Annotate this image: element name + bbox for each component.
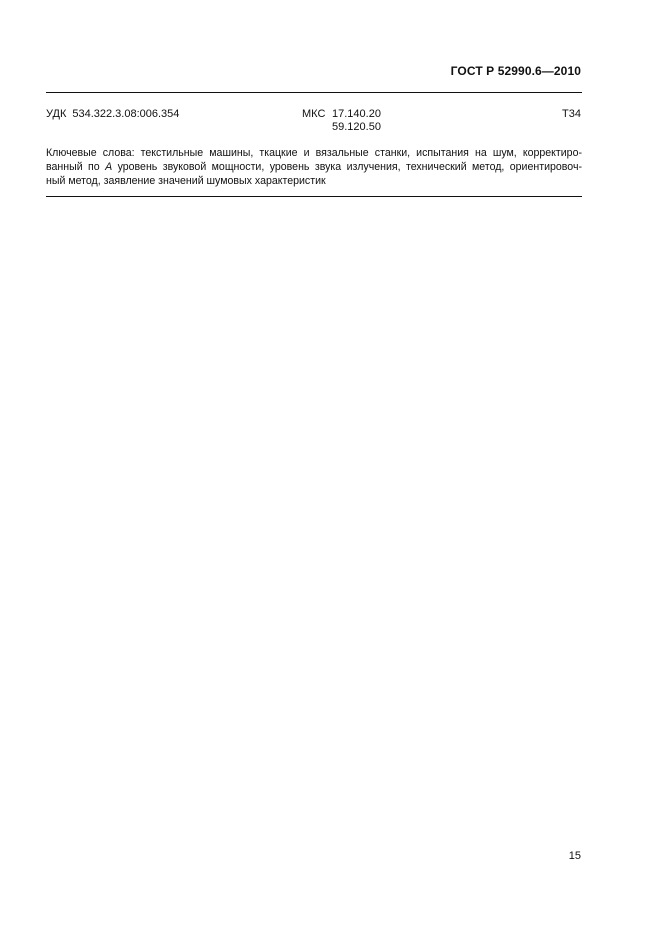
- udc-value: 534.322.3.08:006.354: [72, 108, 180, 120]
- keywords-line-1: Ключевые слова: текстильные машины, ткацкие и вязальные станки, испытания на шум, корректиро-: [46, 147, 582, 159]
- keywords-line-3: ный метод, заявление значений шумовых характеристик: [46, 175, 326, 187]
- keywords-italic-letter: A: [105, 161, 113, 173]
- mks-block: [302, 108, 381, 134]
- mks-code-2: 59.120.50: [332, 121, 381, 133]
- mks-code-1: 17.140.20: [332, 108, 381, 120]
- udc-block: [46, 108, 179, 120]
- keywords-line-2-start: ванный по: [46, 161, 106, 173]
- keywords-line-2: [46, 160, 582, 174]
- top-divider: [46, 92, 582, 93]
- keywords-paragraph: [46, 146, 582, 188]
- bottom-divider: [46, 196, 582, 197]
- standard-code: ГОСТ Р 52990.6—2010: [450, 64, 581, 78]
- keywords-line-2-end: уровень звуковой мощности, уровень звука излучения, технический метод, ориентировоч-: [112, 161, 582, 173]
- okstu-code: Т34: [562, 108, 581, 120]
- udc-label: УДК: [46, 108, 67, 120]
- mks-label: МКС: [302, 108, 326, 120]
- page-number: 15: [568, 850, 581, 862]
